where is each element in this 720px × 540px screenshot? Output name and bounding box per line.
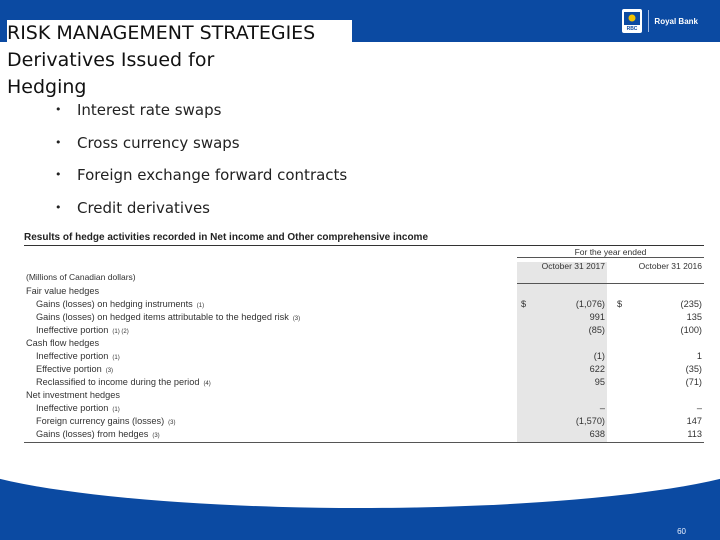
value-2017: 991 <box>589 312 605 322</box>
footnote-ref: (3) <box>152 433 160 439</box>
table-row <box>24 415 704 428</box>
footnote-ref: (1) <box>112 407 120 413</box>
footnote-ref: (3) <box>168 420 176 426</box>
value-2016: (235) <box>680 299 702 309</box>
hedge-results-table <box>24 232 704 444</box>
value-2016: 135 <box>686 312 702 322</box>
bullet-list <box>55 94 347 224</box>
table-body <box>24 285 704 441</box>
table-row <box>24 376 704 389</box>
table-row <box>24 311 704 324</box>
row-label: Ineffective portion (1) <box>36 403 120 413</box>
footnote-ref: (3) <box>292 316 301 322</box>
column-header-2017: October 31 2017 <box>541 261 605 271</box>
title-line-3: Hedging <box>7 76 87 98</box>
row-label: Ineffective portion (1) (2) <box>36 325 129 335</box>
slide-title <box>7 20 352 101</box>
value-2016: (71) <box>685 377 702 387</box>
bullet-item <box>55 159 347 192</box>
bullet-text: Foreign exchange forward contracts <box>77 166 348 184</box>
bullet-text: Credit derivatives <box>77 198 211 217</box>
page-number: 60 <box>677 527 686 536</box>
row-label: Fair value hedges <box>26 286 100 296</box>
footnote-ref: (3) <box>105 368 114 374</box>
currency-symbol: $ <box>521 299 527 309</box>
row-label: Gains (losses) on hedging instruments (1) <box>36 299 205 309</box>
footnote-ref: (1) <box>112 355 120 361</box>
title-line-1: RISK MANAGEMENT STRATEGIES <box>7 20 352 47</box>
bullet-dot-icon: • <box>55 168 62 181</box>
bullet-item <box>55 127 347 160</box>
period-label: For the year ended <box>517 247 704 258</box>
row-label: Net investment hedges <box>26 390 120 400</box>
svg-text:RBC: RBC <box>626 26 638 31</box>
table-row <box>24 324 704 337</box>
rbc-logo <box>622 6 698 36</box>
bullet-text: Cross currency swaps <box>77 133 240 152</box>
header-divider <box>517 283 704 284</box>
table-row <box>24 428 704 441</box>
rbc-shield-icon <box>622 9 642 33</box>
value-2016: 113 <box>687 429 702 439</box>
value-2017: 622 <box>589 364 605 374</box>
value-2017: (1) <box>593 351 605 361</box>
title-line-2: Derivatives Issued for <box>7 49 215 71</box>
logo-text: Royal Bank <box>654 16 698 26</box>
value-2017: 638 <box>589 429 605 439</box>
value-2017: 95 <box>594 377 605 387</box>
bullet-dot-icon: • <box>55 135 62 149</box>
table-row <box>24 363 704 376</box>
currency-symbol: $ <box>617 299 623 309</box>
value-2017: (85) <box>588 325 605 335</box>
footnote-ref: (4) <box>203 381 211 387</box>
footnote-ref: (1) (2) <box>112 329 129 335</box>
value-2016: – <box>696 403 702 413</box>
logo-divider <box>648 10 649 32</box>
bullet-dot-icon: • <box>55 103 62 116</box>
bullet-item <box>55 94 347 127</box>
row-label: Gains (losses) from hedges (3) <box>36 429 160 439</box>
table-row <box>24 389 704 402</box>
table-row <box>24 402 704 415</box>
row-label: Reclassified to income during the period (4) <box>36 377 211 387</box>
table-bottom-rule <box>24 442 704 443</box>
row-label: Gains (losses) on hedged items attributable to the hedged risk (3) <box>36 312 301 322</box>
value-2017: (1,076) <box>575 299 605 309</box>
row-label: Effective portion (3) <box>36 364 114 374</box>
bullet-text: Interest rate swaps <box>77 101 222 119</box>
value-2017: (1,570) <box>575 416 605 426</box>
bullet-dot-icon: • <box>55 200 62 214</box>
table-row <box>24 298 704 311</box>
value-2016: 1 <box>696 351 702 361</box>
footnote-ref: (1) <box>196 303 205 309</box>
value-2016: (100) <box>680 325 702 335</box>
table-row <box>24 350 704 363</box>
table-title: Results of hedge activities recorded in Net income and Other comprehensive income <box>24 232 704 246</box>
table-row <box>24 337 704 350</box>
bullet-item <box>55 192 347 225</box>
row-label: Foreign currency gains (losses) (3) <box>36 416 176 426</box>
row-label: Ineffective portion (1) <box>36 351 120 361</box>
column-header-2016: October 31 2016 <box>638 261 702 271</box>
value-2016: 147 <box>686 416 702 426</box>
value-2016: (35) <box>685 364 702 374</box>
row-label: Cash flow hedges <box>26 338 100 348</box>
unit-label: (Millions of Canadian dollars) <box>26 272 136 282</box>
table-row <box>24 285 704 298</box>
value-2017: – <box>599 403 605 413</box>
